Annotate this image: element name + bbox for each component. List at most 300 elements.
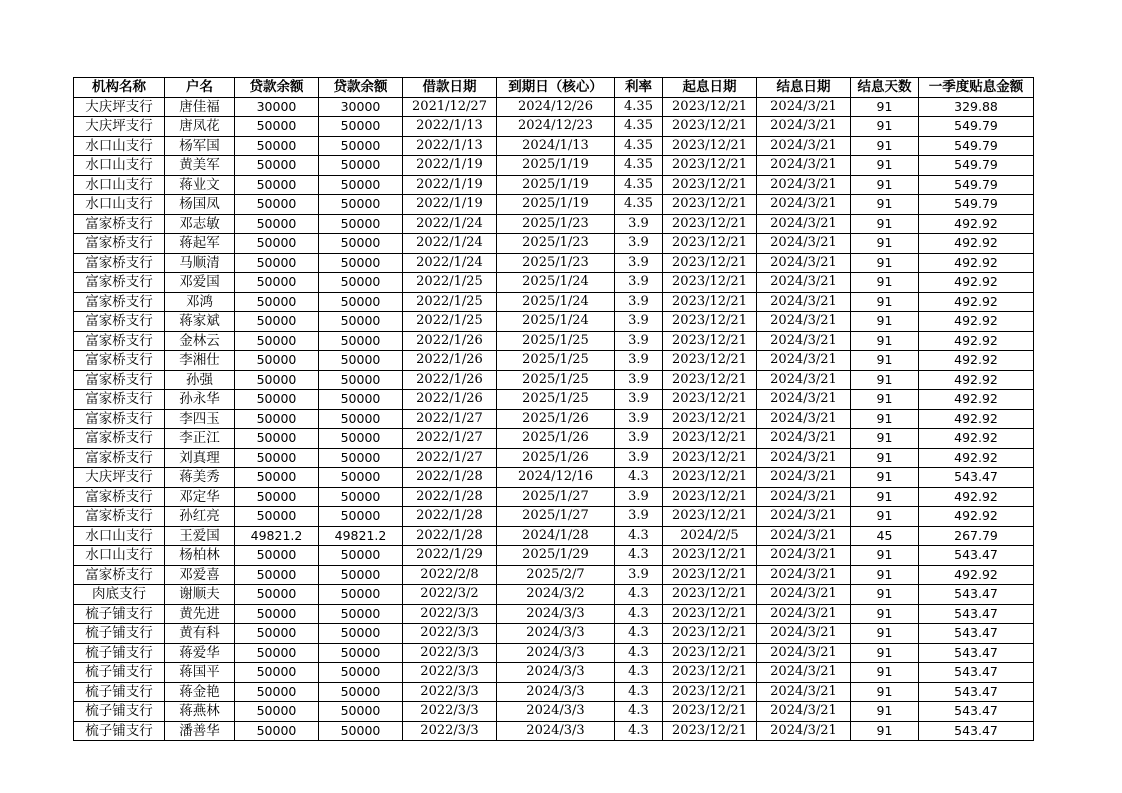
cell-loan-balance: 30000 bbox=[235, 97, 319, 117]
cell-loan-date: 2022/1/13 bbox=[403, 117, 497, 137]
table-row bbox=[74, 682, 1034, 702]
cell-settle-date: 2024/3/21 bbox=[757, 370, 851, 390]
cell-days: 91 bbox=[851, 370, 919, 390]
table-row bbox=[74, 390, 1034, 410]
cell-account-name: 蒋美秀 bbox=[165, 468, 235, 488]
cell-rate: 4.35 bbox=[615, 117, 663, 137]
cell-due-date: 2024/3/3 bbox=[497, 604, 615, 624]
cell-loan-date: 2022/1/28 bbox=[403, 526, 497, 546]
cell-days: 91 bbox=[851, 195, 919, 215]
header-start-date: 起息日期 bbox=[663, 78, 757, 98]
cell-branch: 富家桥支行 bbox=[74, 214, 165, 234]
table-row bbox=[74, 429, 1034, 449]
cell-settle-date: 2024/3/21 bbox=[757, 663, 851, 683]
cell-days: 91 bbox=[851, 331, 919, 351]
cell-subsidy-amount: 492.92 bbox=[919, 312, 1034, 332]
header-settle-date: 结息日期 bbox=[757, 78, 851, 98]
cell-days: 91 bbox=[851, 721, 919, 741]
cell-start-date: 2023/12/21 bbox=[663, 702, 757, 722]
cell-settle-date: 2024/3/21 bbox=[757, 604, 851, 624]
cell-loan-date: 2022/1/28 bbox=[403, 487, 497, 507]
cell-loan-balance-2: 50000 bbox=[319, 136, 403, 156]
cell-loan-balance: 50000 bbox=[235, 351, 319, 371]
cell-start-date: 2023/12/21 bbox=[663, 507, 757, 527]
cell-days: 91 bbox=[851, 487, 919, 507]
cell-rate: 3.9 bbox=[615, 234, 663, 254]
cell-settle-date: 2024/3/21 bbox=[757, 312, 851, 332]
cell-account-name: 李湘仕 bbox=[165, 351, 235, 371]
cell-days: 91 bbox=[851, 585, 919, 605]
cell-loan-balance-2: 50000 bbox=[319, 585, 403, 605]
cell-rate: 3.9 bbox=[615, 351, 663, 371]
cell-settle-date: 2024/3/21 bbox=[757, 390, 851, 410]
cell-settle-date: 2024/3/21 bbox=[757, 214, 851, 234]
cell-subsidy-amount: 492.92 bbox=[919, 429, 1034, 449]
cell-rate: 3.9 bbox=[615, 273, 663, 293]
cell-settle-date: 2024/3/21 bbox=[757, 546, 851, 566]
cell-loan-balance-2: 50000 bbox=[319, 195, 403, 215]
header-loan-balance: 贷款余额 bbox=[235, 78, 319, 98]
table-row bbox=[74, 253, 1034, 273]
cell-loan-date: 2022/3/3 bbox=[403, 702, 497, 722]
cell-subsidy-amount: 549.79 bbox=[919, 195, 1034, 215]
cell-due-date: 2024/3/3 bbox=[497, 624, 615, 644]
cell-branch: 富家桥支行 bbox=[74, 234, 165, 254]
cell-days: 91 bbox=[851, 97, 919, 117]
cell-branch: 富家桥支行 bbox=[74, 312, 165, 332]
header-due-date: 到期日（核心） bbox=[497, 78, 615, 98]
cell-due-date: 2025/1/24 bbox=[497, 312, 615, 332]
cell-start-date: 2023/12/21 bbox=[663, 156, 757, 176]
cell-days: 91 bbox=[851, 351, 919, 371]
cell-subsidy-amount: 543.47 bbox=[919, 702, 1034, 722]
cell-due-date: 2024/12/26 bbox=[497, 97, 615, 117]
cell-loan-balance: 50000 bbox=[235, 292, 319, 312]
cell-days: 91 bbox=[851, 234, 919, 254]
cell-rate: 4.3 bbox=[615, 468, 663, 488]
header-subsidy-amount: 一季度贴息金额 bbox=[919, 78, 1034, 98]
cell-days: 91 bbox=[851, 643, 919, 663]
table-row bbox=[74, 526, 1034, 546]
cell-start-date: 2023/12/21 bbox=[663, 117, 757, 137]
header-rate: 利率 bbox=[615, 78, 663, 98]
header-loan-date: 借款日期 bbox=[403, 78, 497, 98]
cell-account-name: 唐凤花 bbox=[165, 117, 235, 137]
cell-settle-date: 2024/3/21 bbox=[757, 721, 851, 741]
cell-days: 91 bbox=[851, 253, 919, 273]
cell-days: 91 bbox=[851, 273, 919, 293]
cell-loan-balance-2: 50000 bbox=[319, 273, 403, 293]
cell-start-date: 2023/12/21 bbox=[663, 234, 757, 254]
cell-loan-date: 2022/1/25 bbox=[403, 312, 497, 332]
cell-loan-date: 2022/3/3 bbox=[403, 721, 497, 741]
cell-branch: 水口山支行 bbox=[74, 546, 165, 566]
cell-subsidy-amount: 549.79 bbox=[919, 175, 1034, 195]
cell-due-date: 2024/12/16 bbox=[497, 468, 615, 488]
cell-settle-date: 2024/3/21 bbox=[757, 585, 851, 605]
cell-branch: 梳子铺支行 bbox=[74, 702, 165, 722]
cell-loan-date: 2022/1/26 bbox=[403, 370, 497, 390]
cell-loan-balance: 50000 bbox=[235, 663, 319, 683]
cell-subsidy-amount: 492.92 bbox=[919, 214, 1034, 234]
cell-loan-balance: 50000 bbox=[235, 312, 319, 332]
table-row bbox=[74, 214, 1034, 234]
cell-loan-balance: 50000 bbox=[235, 117, 319, 137]
cell-branch: 水口山支行 bbox=[74, 175, 165, 195]
cell-loan-balance-2: 50000 bbox=[319, 331, 403, 351]
cell-settle-date: 2024/3/21 bbox=[757, 624, 851, 644]
cell-account-name: 黄先进 bbox=[165, 604, 235, 624]
cell-subsidy-amount: 549.79 bbox=[919, 156, 1034, 176]
cell-start-date: 2023/12/21 bbox=[663, 253, 757, 273]
cell-branch: 富家桥支行 bbox=[74, 487, 165, 507]
cell-loan-balance-2: 50000 bbox=[319, 234, 403, 254]
cell-loan-balance: 50000 bbox=[235, 546, 319, 566]
cell-start-date: 2023/12/21 bbox=[663, 448, 757, 468]
cell-branch: 富家桥支行 bbox=[74, 370, 165, 390]
cell-rate: 3.9 bbox=[615, 507, 663, 527]
cell-account-name: 黄美军 bbox=[165, 156, 235, 176]
cell-settle-date: 2024/3/21 bbox=[757, 409, 851, 429]
cell-loan-balance: 50000 bbox=[235, 429, 319, 449]
cell-settle-date: 2024/3/21 bbox=[757, 351, 851, 371]
cell-settle-date: 2024/3/21 bbox=[757, 175, 851, 195]
table-row bbox=[74, 370, 1034, 390]
cell-due-date: 2024/1/13 bbox=[497, 136, 615, 156]
cell-subsidy-amount: 492.92 bbox=[919, 370, 1034, 390]
cell-subsidy-amount: 492.92 bbox=[919, 487, 1034, 507]
cell-settle-date: 2024/3/21 bbox=[757, 117, 851, 137]
cell-subsidy-amount: 267.79 bbox=[919, 526, 1034, 546]
cell-loan-balance-2: 50000 bbox=[319, 292, 403, 312]
cell-subsidy-amount: 492.92 bbox=[919, 292, 1034, 312]
cell-loan-date: 2022/2/8 bbox=[403, 565, 497, 585]
cell-due-date: 2024/12/23 bbox=[497, 117, 615, 137]
cell-account-name: 邓鸿 bbox=[165, 292, 235, 312]
cell-loan-balance: 50000 bbox=[235, 195, 319, 215]
cell-start-date: 2023/12/21 bbox=[663, 624, 757, 644]
cell-subsidy-amount: 492.92 bbox=[919, 448, 1034, 468]
cell-rate: 3.9 bbox=[615, 331, 663, 351]
cell-branch: 水口山支行 bbox=[74, 195, 165, 215]
cell-rate: 3.9 bbox=[615, 487, 663, 507]
cell-branch: 富家桥支行 bbox=[74, 351, 165, 371]
cell-due-date: 2025/1/19 bbox=[497, 156, 615, 176]
table-row bbox=[74, 663, 1034, 683]
cell-account-name: 蒋业文 bbox=[165, 175, 235, 195]
cell-subsidy-amount: 492.92 bbox=[919, 351, 1034, 371]
cell-loan-date: 2022/1/13 bbox=[403, 136, 497, 156]
cell-start-date: 2023/12/21 bbox=[663, 97, 757, 117]
table-row bbox=[74, 331, 1034, 351]
cell-branch: 水口山支行 bbox=[74, 156, 165, 176]
cell-account-name: 金林云 bbox=[165, 331, 235, 351]
cell-start-date: 2023/12/21 bbox=[663, 331, 757, 351]
cell-days: 91 bbox=[851, 292, 919, 312]
cell-loan-balance-2: 50000 bbox=[319, 156, 403, 176]
table-row bbox=[74, 117, 1034, 137]
cell-branch: 梳子铺支行 bbox=[74, 604, 165, 624]
cell-subsidy-amount: 543.47 bbox=[919, 604, 1034, 624]
cell-loan-date: 2022/1/27 bbox=[403, 429, 497, 449]
cell-loan-balance-2: 50000 bbox=[319, 117, 403, 137]
cell-settle-date: 2024/3/21 bbox=[757, 565, 851, 585]
cell-settle-date: 2024/3/21 bbox=[757, 448, 851, 468]
cell-due-date: 2025/1/23 bbox=[497, 234, 615, 254]
cell-rate: 4.3 bbox=[615, 624, 663, 644]
cell-rate: 4.35 bbox=[615, 156, 663, 176]
cell-loan-balance-2: 50000 bbox=[319, 370, 403, 390]
cell-loan-date: 2022/1/29 bbox=[403, 546, 497, 566]
table-row bbox=[74, 624, 1034, 644]
cell-start-date: 2023/12/21 bbox=[663, 351, 757, 371]
cell-rate: 3.9 bbox=[615, 565, 663, 585]
cell-loan-date: 2022/1/25 bbox=[403, 292, 497, 312]
cell-branch: 富家桥支行 bbox=[74, 292, 165, 312]
cell-settle-date: 2024/3/21 bbox=[757, 682, 851, 702]
cell-loan-balance: 50000 bbox=[235, 682, 319, 702]
header-branch: 机构名称 bbox=[74, 78, 165, 98]
cell-account-name: 邓定华 bbox=[165, 487, 235, 507]
cell-loan-balance: 50000 bbox=[235, 234, 319, 254]
cell-account-name: 孙红亮 bbox=[165, 507, 235, 527]
cell-start-date: 2023/12/21 bbox=[663, 214, 757, 234]
table-row bbox=[74, 546, 1034, 566]
cell-due-date: 2025/1/24 bbox=[497, 292, 615, 312]
cell-due-date: 2025/1/19 bbox=[497, 175, 615, 195]
cell-due-date: 2025/1/29 bbox=[497, 546, 615, 566]
cell-account-name: 杨国凤 bbox=[165, 195, 235, 215]
table-row bbox=[74, 234, 1034, 254]
cell-loan-balance-2: 50000 bbox=[319, 682, 403, 702]
cell-rate: 3.9 bbox=[615, 370, 663, 390]
cell-settle-date: 2024/3/21 bbox=[757, 331, 851, 351]
table-row bbox=[74, 175, 1034, 195]
cell-loan-date: 2022/1/24 bbox=[403, 234, 497, 254]
cell-branch: 梳子铺支行 bbox=[74, 624, 165, 644]
cell-due-date: 2025/1/19 bbox=[497, 195, 615, 215]
cell-loan-balance: 50000 bbox=[235, 585, 319, 605]
cell-subsidy-amount: 543.47 bbox=[919, 682, 1034, 702]
cell-due-date: 2025/1/26 bbox=[497, 448, 615, 468]
cell-start-date: 2023/12/21 bbox=[663, 721, 757, 741]
cell-due-date: 2024/3/3 bbox=[497, 643, 615, 663]
cell-loan-date: 2022/1/19 bbox=[403, 175, 497, 195]
cell-loan-balance-2: 50000 bbox=[319, 546, 403, 566]
cell-branch: 梳子铺支行 bbox=[74, 643, 165, 663]
cell-loan-balance-2: 50000 bbox=[319, 351, 403, 371]
cell-settle-date: 2024/3/21 bbox=[757, 195, 851, 215]
cell-settle-date: 2024/3/21 bbox=[757, 97, 851, 117]
cell-due-date: 2025/1/23 bbox=[497, 214, 615, 234]
cell-loan-balance-2: 50000 bbox=[319, 721, 403, 741]
cell-subsidy-amount: 492.92 bbox=[919, 234, 1034, 254]
cell-rate: 4.3 bbox=[615, 546, 663, 566]
cell-start-date: 2023/12/21 bbox=[663, 565, 757, 585]
cell-start-date: 2023/12/21 bbox=[663, 487, 757, 507]
cell-settle-date: 2024/3/21 bbox=[757, 702, 851, 722]
cell-loan-balance: 50000 bbox=[235, 448, 319, 468]
cell-loan-balance-2: 50000 bbox=[319, 624, 403, 644]
cell-start-date: 2023/12/21 bbox=[663, 175, 757, 195]
cell-due-date: 2025/1/26 bbox=[497, 409, 615, 429]
cell-subsidy-amount: 549.79 bbox=[919, 117, 1034, 137]
cell-loan-date: 2022/1/26 bbox=[403, 351, 497, 371]
table-row bbox=[74, 507, 1034, 527]
cell-branch: 富家桥支行 bbox=[74, 409, 165, 429]
cell-loan-date: 2022/3/2 bbox=[403, 585, 497, 605]
cell-account-name: 王爱国 bbox=[165, 526, 235, 546]
cell-loan-balance-2: 50000 bbox=[319, 175, 403, 195]
cell-start-date: 2023/12/21 bbox=[663, 663, 757, 683]
table-row bbox=[74, 97, 1034, 117]
cell-loan-balance: 50000 bbox=[235, 487, 319, 507]
cell-loan-date: 2022/3/3 bbox=[403, 643, 497, 663]
cell-account-name: 孙永华 bbox=[165, 390, 235, 410]
cell-branch: 富家桥支行 bbox=[74, 565, 165, 585]
cell-loan-balance-2: 49821.2 bbox=[319, 526, 403, 546]
cell-days: 91 bbox=[851, 682, 919, 702]
cell-loan-balance-2: 50000 bbox=[319, 468, 403, 488]
cell-loan-balance: 50000 bbox=[235, 136, 319, 156]
cell-loan-date: 2022/3/3 bbox=[403, 624, 497, 644]
cell-rate: 4.35 bbox=[615, 195, 663, 215]
cell-start-date: 2023/12/21 bbox=[663, 409, 757, 429]
cell-loan-balance: 50000 bbox=[235, 273, 319, 293]
cell-settle-date: 2024/3/21 bbox=[757, 429, 851, 449]
cell-due-date: 2025/2/7 bbox=[497, 565, 615, 585]
cell-due-date: 2025/1/25 bbox=[497, 370, 615, 390]
cell-start-date: 2023/12/21 bbox=[663, 312, 757, 332]
cell-subsidy-amount: 543.47 bbox=[919, 468, 1034, 488]
cell-branch: 梳子铺支行 bbox=[74, 721, 165, 741]
cell-loan-balance: 50000 bbox=[235, 565, 319, 585]
cell-account-name: 谢顺夫 bbox=[165, 585, 235, 605]
cell-branch: 富家桥支行 bbox=[74, 429, 165, 449]
cell-due-date: 2025/1/23 bbox=[497, 253, 615, 273]
table-header bbox=[74, 78, 1034, 98]
cell-start-date: 2024/2/5 bbox=[663, 526, 757, 546]
cell-subsidy-amount: 543.47 bbox=[919, 585, 1034, 605]
cell-subsidy-amount: 543.47 bbox=[919, 624, 1034, 644]
header-days: 结息天数 bbox=[851, 78, 919, 98]
cell-loan-balance: 50000 bbox=[235, 604, 319, 624]
cell-loan-balance-2: 50000 bbox=[319, 429, 403, 449]
cell-account-name: 邓爱喜 bbox=[165, 565, 235, 585]
cell-branch: 水口山支行 bbox=[74, 136, 165, 156]
table-row bbox=[74, 585, 1034, 605]
cell-subsidy-amount: 543.47 bbox=[919, 721, 1034, 741]
cell-account-name: 蒋燕林 bbox=[165, 702, 235, 722]
cell-loan-balance: 50000 bbox=[235, 214, 319, 234]
cell-loan-date: 2022/3/3 bbox=[403, 663, 497, 683]
cell-account-name: 孙强 bbox=[165, 370, 235, 390]
table-row bbox=[74, 721, 1034, 741]
table-row bbox=[74, 487, 1034, 507]
cell-account-name: 马顺清 bbox=[165, 253, 235, 273]
cell-loan-balance-2: 50000 bbox=[319, 507, 403, 527]
cell-loan-balance-2: 50000 bbox=[319, 448, 403, 468]
table-row bbox=[74, 312, 1034, 332]
cell-loan-balance: 49821.2 bbox=[235, 526, 319, 546]
cell-subsidy-amount: 543.47 bbox=[919, 643, 1034, 663]
cell-days: 91 bbox=[851, 117, 919, 137]
cell-loan-balance-2: 50000 bbox=[319, 604, 403, 624]
cell-due-date: 2025/1/26 bbox=[497, 429, 615, 449]
cell-branch: 水口山支行 bbox=[74, 526, 165, 546]
cell-rate: 3.9 bbox=[615, 409, 663, 429]
cell-account-name: 蒋金艳 bbox=[165, 682, 235, 702]
table-row bbox=[74, 136, 1034, 156]
cell-loan-date: 2022/1/28 bbox=[403, 468, 497, 488]
table-row bbox=[74, 292, 1034, 312]
cell-loan-balance-2: 50000 bbox=[319, 390, 403, 410]
cell-days: 91 bbox=[851, 390, 919, 410]
cell-days: 91 bbox=[851, 624, 919, 644]
cell-subsidy-amount: 492.92 bbox=[919, 507, 1034, 527]
cell-days: 91 bbox=[851, 604, 919, 624]
cell-account-name: 刘真理 bbox=[165, 448, 235, 468]
cell-rate: 4.35 bbox=[615, 97, 663, 117]
cell-start-date: 2023/12/21 bbox=[663, 546, 757, 566]
cell-days: 91 bbox=[851, 312, 919, 332]
cell-account-name: 李四玉 bbox=[165, 409, 235, 429]
cell-account-name: 李正江 bbox=[165, 429, 235, 449]
table-row bbox=[74, 273, 1034, 293]
cell-subsidy-amount: 329.88 bbox=[919, 97, 1034, 117]
cell-settle-date: 2024/3/21 bbox=[757, 487, 851, 507]
cell-start-date: 2023/12/21 bbox=[663, 195, 757, 215]
cell-loan-balance-2: 30000 bbox=[319, 97, 403, 117]
cell-start-date: 2023/12/21 bbox=[663, 136, 757, 156]
cell-days: 91 bbox=[851, 468, 919, 488]
cell-loan-date: 2022/1/19 bbox=[403, 195, 497, 215]
cell-loan-balance: 50000 bbox=[235, 331, 319, 351]
cell-rate: 4.3 bbox=[615, 526, 663, 546]
cell-account-name: 邓爱国 bbox=[165, 273, 235, 293]
cell-settle-date: 2024/3/21 bbox=[757, 136, 851, 156]
cell-days: 91 bbox=[851, 429, 919, 449]
cell-loan-balance-2: 50000 bbox=[319, 214, 403, 234]
cell-loan-balance-2: 50000 bbox=[319, 702, 403, 722]
cell-loan-balance: 50000 bbox=[235, 409, 319, 429]
cell-days: 91 bbox=[851, 409, 919, 429]
cell-due-date: 2025/1/27 bbox=[497, 487, 615, 507]
cell-rate: 4.35 bbox=[615, 175, 663, 195]
cell-account-name: 唐佳福 bbox=[165, 97, 235, 117]
cell-subsidy-amount: 543.47 bbox=[919, 663, 1034, 683]
cell-loan-date: 2022/1/27 bbox=[403, 409, 497, 429]
cell-days: 91 bbox=[851, 175, 919, 195]
table-row bbox=[74, 468, 1034, 488]
cell-days: 91 bbox=[851, 546, 919, 566]
cell-account-name: 邓志敏 bbox=[165, 214, 235, 234]
table-row bbox=[74, 702, 1034, 722]
cell-days: 91 bbox=[851, 448, 919, 468]
table-row bbox=[74, 643, 1034, 663]
table-row bbox=[74, 448, 1034, 468]
cell-days: 45 bbox=[851, 526, 919, 546]
cell-loan-balance-2: 50000 bbox=[319, 312, 403, 332]
cell-due-date: 2024/3/3 bbox=[497, 721, 615, 741]
cell-account-name: 黄有科 bbox=[165, 624, 235, 644]
cell-due-date: 2024/3/3 bbox=[497, 682, 615, 702]
cell-loan-balance: 50000 bbox=[235, 702, 319, 722]
cell-loan-date: 2022/3/3 bbox=[403, 682, 497, 702]
cell-branch: 梳子铺支行 bbox=[74, 682, 165, 702]
table-row bbox=[74, 409, 1034, 429]
cell-rate: 3.9 bbox=[615, 429, 663, 449]
